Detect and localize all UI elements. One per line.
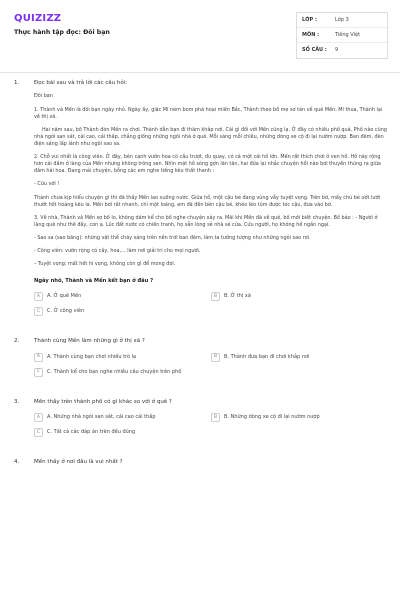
passage-paragraph: - Cứu với ! — [34, 181, 60, 188]
questions-list — [14, 80, 388, 467]
sub-question-text: Ngày nhỏ, Thành và Mến kết bạn ở đâu ? — [34, 278, 154, 285]
question-text: Mến thấy trên thành phố có gì khác so với ở quê ? — [34, 398, 172, 405]
question-item — [14, 399, 388, 443]
answer-option[interactable] — [34, 307, 211, 316]
meta-value: Lớp 3 — [335, 16, 349, 23]
passage-paragraph: 3. Về nhà, Thành và Mến sợ bố lo, không dám kể cho bố nghe chuyện xảy ra. Mãi khi Mến đã về quê, bố mới biết chuyện. Bố bảo : - Người ở làng quê như thế đấy, con ạ. Lúc đất nước có chiến tranh, họ sẵn lòng sẻ nhà sẻ cửa. Cứu người, họ không hề ngần ngại. — [34, 214, 378, 228]
meta-row-subject — [297, 28, 387, 43]
option-letter-box: B — [211, 413, 220, 422]
header-divider — [0, 72, 400, 73]
worksheet-header — [14, 12, 388, 60]
answer-option[interactable] — [211, 292, 388, 301]
answer-option[interactable] — [34, 428, 211, 437]
glossary-item: - Sao sa (sao băng): những vật thể cháy sáng trên nền trời ban đêm, làm ta tưởng tượng như những ngôi sao rơi. — [34, 234, 311, 241]
meta-label: MÔN : — [302, 31, 320, 38]
option-text: C. Tất cả các đáp án trên đều đúng — [47, 429, 136, 436]
meta-row-question-count — [297, 43, 387, 58]
option-text: A. Ở quê Mến — [47, 293, 82, 300]
passage-paragraph: Thành chưa kịp hiểu chuyện gì thì đã thấy Mến lao xuống nước. Giữa hồ, một cậu bé đang vùng vẫy tuyệt vọng. Trên bờ, mấy chú bé ướt lướt thướt hốt hoảng kêu la. Mến bơi rất nhanh, chỉ một loáng, em đã đến bên cậu bé, khéo léo túm được tóc cậu, đưa vào bờ. — [34, 194, 381, 208]
answer-option[interactable] — [211, 353, 388, 362]
page-title: Thực hành tập đọc: Đôi bạn — [14, 29, 110, 36]
quizizz-logo[interactable]: QUIZIZZ — [14, 13, 62, 24]
passage-title: Đôi bạn — [34, 93, 53, 100]
question-item — [14, 338, 388, 382]
answer-options — [34, 413, 388, 443]
option-letter-box: C — [34, 368, 43, 377]
answer-option[interactable] — [34, 292, 211, 301]
answer-option[interactable] — [34, 413, 211, 422]
answer-option[interactable] — [211, 413, 388, 422]
meta-value: Tiếng Việt — [335, 31, 361, 38]
question-text: Thành cùng Mến làm những gì ở thị xã ? — [34, 338, 145, 345]
question-number: 2. — [14, 338, 20, 345]
meta-label: SỐ CÂU : — [302, 47, 327, 54]
answer-option[interactable] — [34, 368, 211, 377]
meta-value: 9 — [335, 47, 339, 54]
reading-passage — [34, 93, 388, 268]
question-item — [14, 459, 388, 466]
passage-paragraph: 1. Thành và Mến là đôi bạn ngày nhỏ. Ngày ấy, giặc Mĩ ném bom phá hoại miền Bắc, Thành theo bố mẹ sơ tán về quê Mến. Mĩ thua, Thành lại về thị xã. — [34, 106, 383, 120]
glossary-item: – Tuyệt vọng: mất hết hi vọng, không còn gì để mong đợi. — [34, 261, 176, 268]
option-letter-box: A — [34, 292, 43, 301]
option-text: A. Những nhà ngói san sát, cái cao cái thấp — [47, 414, 156, 421]
option-letter-box: A — [34, 413, 43, 422]
option-letter-box: C — [34, 428, 43, 437]
option-letter-box: B — [211, 353, 220, 362]
answer-options — [34, 353, 388, 383]
option-text: B. Ở thị xã — [224, 293, 251, 300]
option-text: C. Thành kể cho bạn nghe nhiều câu chuyện trên phố — [47, 368, 182, 375]
option-text: B. Thành đưa bạn đi chơi khắp nơi — [224, 353, 310, 360]
option-letter-box: B — [211, 292, 220, 301]
answer-option[interactable] — [34, 353, 211, 362]
meta-label: LỚP : — [302, 16, 317, 23]
answer-options — [34, 292, 388, 322]
glossary-item: - Công viên: vườn rộng có cây, hoa,... làm nơi giải trí cho mọi người. — [34, 248, 201, 255]
passage-paragraph: Hai năm sau, bố Thành đón Mến ra chơi. Thành dẫn bạn đi thăm khắp nơi. Cái gì đối với Mến cũng lạ. Ở đây có nhiều phố quá. Phố nào cũng nhà ngói san sát, cái cao, cái thấp, chẳng giống những ngôi nhà ở quê. Mỗi sáng mỗi chiều, những dòng xe cộ đi lại nườm nượp. Ban đêm, đèn điện sáng lấp lánh như ngôi sao sa. — [34, 126, 387, 147]
passage-paragraph: 2. Chỗ vui nhất là công viên. Ở đây, bên cạnh vườn hoa có cầu trượt, đu quay, có cả một cái hồ lớn. Mến rất thích chơi ở ven hồ. Hồ này rộng hơn cái đầm ở làng của Mến nhưng không trông sen. Nhìn mặt hồ sóng gợn lăn tăn, hai đứa lại nhắc chuyện hồi nào bơi thuyền thúng ra giữa đầm hái hoa. Đang mải chuyện, bỗng các em nghe tiếng kêu thất thanh : — [34, 154, 381, 175]
question-number: 3. — [14, 398, 20, 405]
option-text: C. Ở công viên — [47, 308, 85, 315]
option-letter-box: A — [34, 353, 43, 362]
meta-info-box — [296, 12, 388, 59]
question-item — [14, 80, 388, 322]
question-text: Đọc bài sau và trả lời các câu hỏi: — [34, 80, 128, 86]
option-letter-box: C — [34, 307, 43, 316]
question-number: 1. — [14, 80, 20, 86]
meta-row-grade — [297, 13, 387, 28]
option-text: A. Thành cùng bạn chơi nhiều trò lạ — [47, 353, 137, 360]
question-number: 4. — [14, 459, 20, 466]
question-text: Mến thấy ở nơi đâu là vui nhất ? — [34, 459, 123, 466]
option-text: B. Những dòng xe cộ đi lại nườm nượp — [224, 414, 320, 421]
